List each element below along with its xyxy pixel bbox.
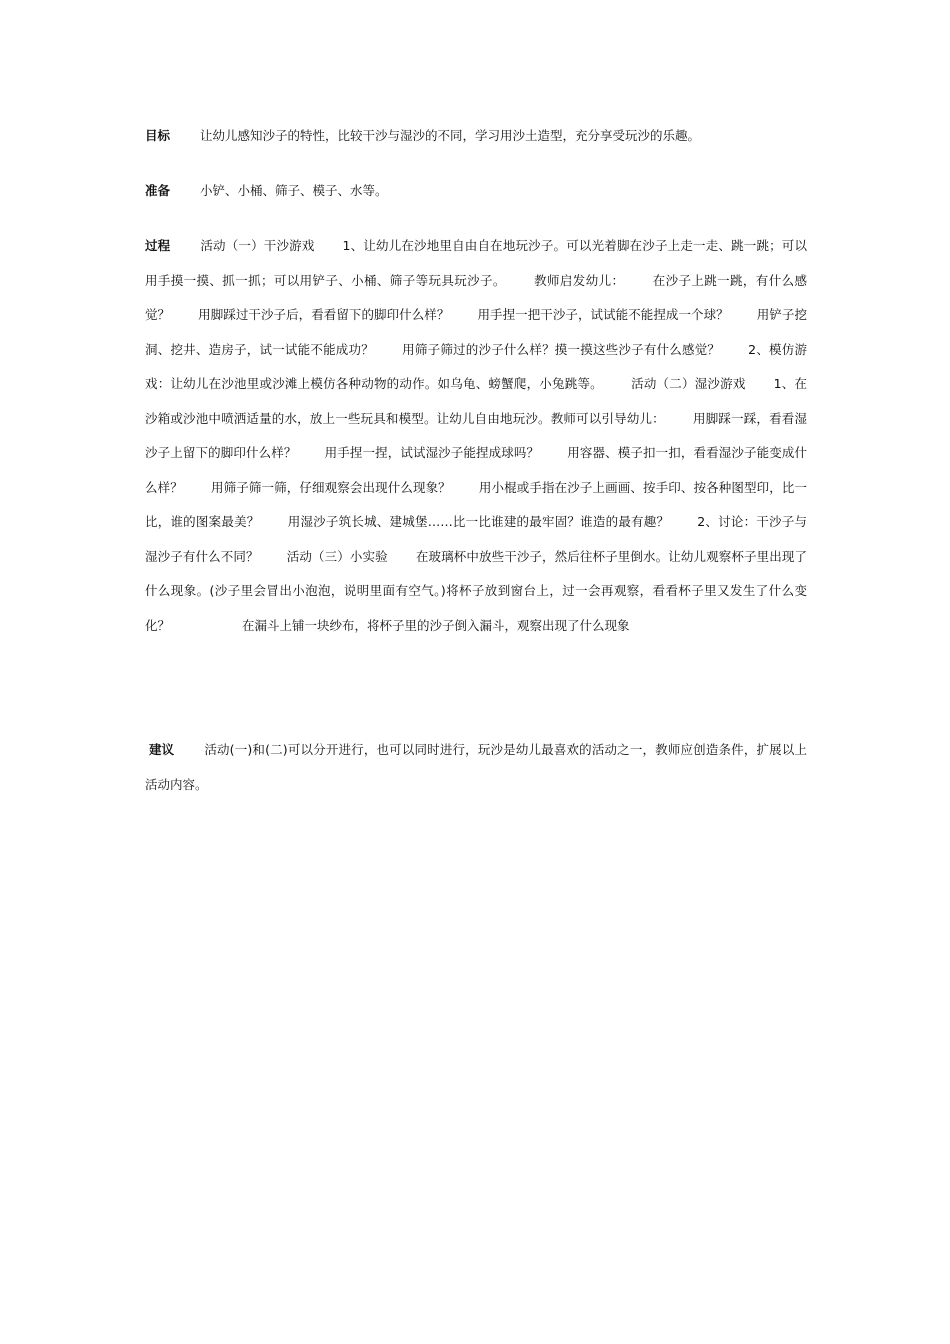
- process-question: 用手捏一把干沙子，试试能不能捏成一个球？: [477, 307, 729, 322]
- process-text: 在玻璃杯中放些干沙子，然后往杯子里倒水。让幼儿观察杯子里出现了什么现象。(沙子里会冒出小泡泡，说明里面有空气。)将杯子放到窗台上，过一会再观察，看看杯子里又发生了什么变化？: [145, 548, 807, 633]
- process-question: 在沙子上跳一跳，有什么感觉？: [145, 272, 807, 322]
- process-question: 用手捏一捏，试试湿沙子能捏成球吗？: [324, 445, 540, 460]
- goal-label: 目标: [145, 128, 171, 143]
- process-activity-3-title: 活动（三）小实验: [286, 548, 388, 564]
- process-question: 用筛子筛一筛，仔细观察会出现什么现象？: [210, 479, 451, 495]
- process-question: 用铲子挖洞、挖井、造房子，试一试能不能成功？: [145, 307, 807, 357]
- process-text: 教师启发幼儿：: [533, 272, 625, 288]
- process-activity-1-title: 活动（一）干沙游戏: [200, 238, 315, 253]
- process-question: 用湿沙子筑长城、建城堡……比一比谁建的最牢固？谁造的最有趣？: [287, 514, 670, 529]
- process-text: 2、模仿游戏：让幼儿在沙池里或沙滩上模仿各种动物的动作。如乌龟、螃蟹爬，小兔跳等。: [145, 341, 807, 391]
- advice-label: 建议: [149, 742, 175, 757]
- process-question: 用筛子筛过的沙子什么样？摸一摸这些沙子有什么感觉？: [401, 341, 721, 357]
- advice-section: [145, 733, 807, 802]
- prep-section: [145, 174, 807, 209]
- process-section: [145, 229, 807, 643]
- process-text: 1、在沙箱或沙池中喷洒适量的水，放上一些玩具和模型。让幼儿自由地玩沙。教师可以引导幼儿：: [145, 376, 807, 426]
- process-label: 过程: [145, 238, 171, 253]
- prep-text: 小铲、小桶、筛子、模子、水等。: [200, 183, 388, 198]
- process-question: 用容器、模子扣一扣，看看湿沙子能变成什么样？: [145, 445, 807, 495]
- process-question: 用小棍或手指在沙子上画画、按手印、按各种图型印，比一比，谁的图案最美？: [145, 479, 807, 529]
- prep-label: 准备: [145, 183, 171, 198]
- process-question: 用脚踩一踩，看看湿沙子上留下的脚印什么样？: [145, 410, 807, 460]
- advice-text: 活动(一)和(二)可以分开进行，也可以同时进行，玩沙是幼儿最喜欢的活动之一，教师应创造条件，扩展以上活动内容。: [145, 742, 807, 792]
- process-activity-2-title: 活动（二）湿沙游戏: [630, 376, 746, 391]
- goal-section: [145, 119, 807, 154]
- process-text: 2、讨论：干沙子与湿沙子有什么不同？: [145, 514, 807, 564]
- goal-text: 让幼儿感知沙子的特性，比较干沙与湿沙的不同，学习用沙土造型，充分享受玩沙的乐趣。: [200, 128, 701, 143]
- process-text: 在漏斗上铺一块纱布，将杯子里的沙子倒入漏斗，观察出现了什么现象: [242, 617, 630, 633]
- process-text: 1、让幼儿在沙地里自由自在地玩沙子。可以光着脚在沙子上走一走、跳一跳；可以用手摸一摸、抓一抓；可以用铲子、小桶、筛子等玩具玩沙子。: [145, 238, 807, 288]
- process-question: 用脚踩过干沙子后，看看留下的脚印什么样？: [198, 307, 450, 322]
